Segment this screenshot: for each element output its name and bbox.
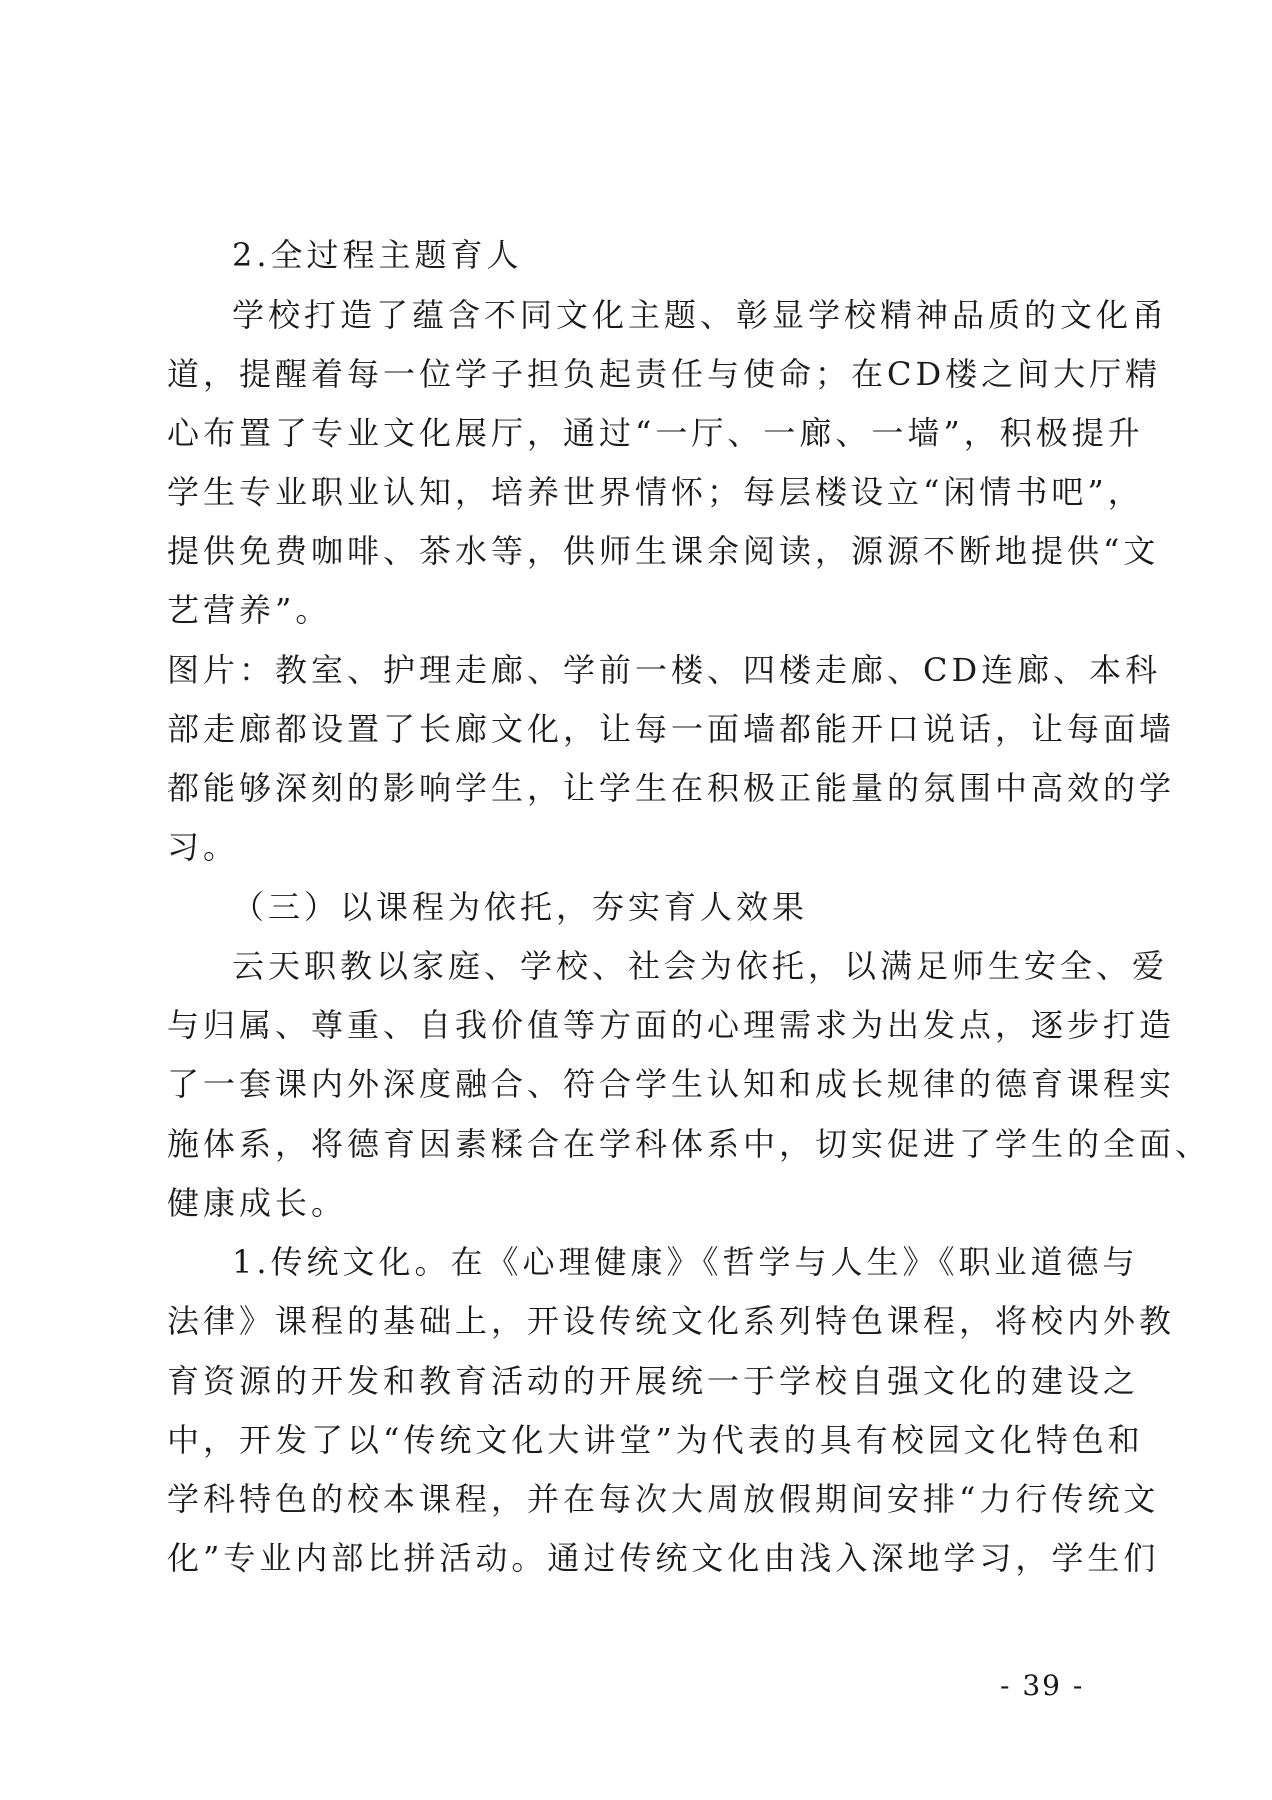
paragraph-line: 1.传统文化。在《心理健康》《哲学与人生》《职业道德与 [232,1243,1139,1281]
paragraph-line: 图片：教室、护理走廊、学前一楼、四楼走廊、CD连廊、本科 [167,651,1162,689]
paragraph-line: 道，提醒着每一位学子担负起责任与使命；在CD楼之间大厅精 [167,355,1162,393]
paragraph-line: 育资源的开发和教育活动的开展统一于学校自强文化的建设之 [167,1362,1140,1400]
section-heading: （三）以课程为依托，夯实育人效果 [232,888,809,926]
paragraph-line: 提供免费咖啡、茶水等，供师生课余阅读，源源不断地提供“文 [167,532,1160,570]
paragraph-line: 习。 [167,828,240,866]
paragraph-line: 都能够深刻的影响学生，让学生在积极正能量的氛围中高效的学 [167,769,1176,807]
paragraph-line: 与归属、尊重、自我价值等方面的心理需求为出发点，逐步打造 [167,1006,1176,1044]
paragraph-line: 化”专业内部比拼活动。通过传统文化由浅入深地学习，学生们 [167,1539,1160,1577]
paragraph-line: 学生专业职业认知，培养世界情怀；每层楼设立“闲情书吧”， [167,473,1144,511]
paragraph-line: 心布置了专业文化展厅，通过“一厅、一廊、一墙”，积极提升 [167,414,1144,452]
paragraph-line: 健康成长。 [167,1184,348,1222]
paragraph-line: 学科特色的校本课程，并在每次大周放假期间安排“力行传统文 [167,1480,1160,1518]
paragraph-line: 施体系，将德育因素糅合在学科体系中，切实促进了学生的全面、 [167,1125,1212,1163]
paragraph-line: 部走廊都设置了长廊文化，让每一面墙都能开口说话，让每面墙 [167,710,1176,748]
paragraph-line: 云天职教以家庭、学校、社会为依托，以满足师生安全、爱 [232,947,1169,985]
paragraph-line: 法律》课程的基础上，开设传统文化系列特色课程，将校内外教 [167,1302,1176,1340]
paragraph-line: 中，开发了以“传统文化大讲堂”为代表的具有校园文化特色和 [167,1421,1144,1459]
subheading-whole-process: 2.全过程主题育人 [232,236,523,274]
page-number: - 39 - [1000,1669,1085,1702]
paragraph-line: 了一套课内外深度融合、符合学生认知和成长规律的德育课程实 [167,1065,1176,1103]
paragraph-line: 艺营养”。 [167,591,332,629]
paragraph-line: 学校打造了蕴含不同文化主题、彰显学校精神品质的文化甬 [232,296,1169,334]
